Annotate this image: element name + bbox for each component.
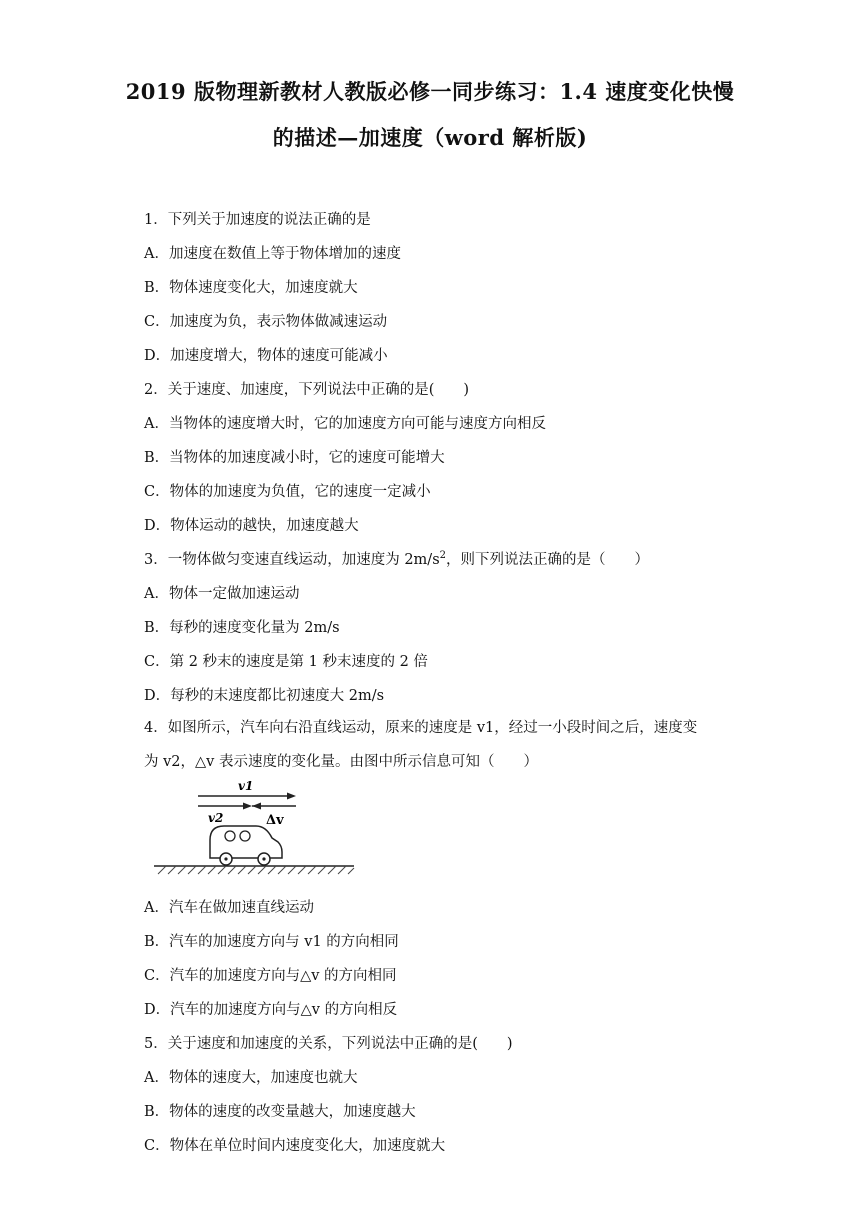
v1-label: v1 [238, 779, 254, 793]
question-1-option-c: C．加速度为负，表示物体做减速运动 [144, 314, 388, 330]
question-3-option-b: B．每秒的速度变化量为 2m/s [144, 620, 340, 636]
question-2-option-c: C．物体的加速度为负值，它的速度一定减小 [144, 484, 431, 500]
question-4-stem-line-1: 4．如图所示，汽车向右沿直线运动，原来的速度是 v1，经过一小段时间之后，速度变 [144, 720, 698, 736]
question-1-option-d: D．加速度增大，物体的速度可能减小 [144, 348, 388, 364]
question-3-option-a: A．物体一定做加速运动 [144, 586, 300, 602]
car-window-right [240, 831, 250, 841]
question-5-option-c: C．物体在单位时间内速度变化大，加速度就大 [144, 1138, 446, 1154]
delta-v-arrowhead [252, 803, 261, 810]
v1-arrowhead [287, 793, 296, 800]
question-3-option-c: C．第 2 秒末的速度是第 1 秒末速度的 2 倍 [144, 654, 428, 670]
question-3-stem-text: 3．一物体做匀变速直线运动，加速度为 2m/s [144, 552, 440, 568]
document-title-line-2: 的描述—加速度（word 解析版) [272, 125, 588, 150]
question-1-option-a: A．加速度在数值上等于物体增加的速度 [144, 246, 401, 262]
question-5-option-a: A．物体的速度大，加速度也就大 [144, 1070, 358, 1086]
question-3-stem [144, 548, 649, 569]
question-2-stem: 2．关于速度、加速度，下列说法中正确的是( ) [144, 382, 470, 398]
car-window-left [225, 831, 235, 841]
question-3-stem-tail: ，则下列说法正确的是（ ） [446, 552, 650, 568]
car-wheel-rear-hub [224, 857, 227, 860]
question-3-option-d: D．每秒的末速度都比初速度大 2m/s [144, 688, 385, 704]
car-velocity-figure [150, 776, 360, 878]
ground-hatching [158, 866, 354, 874]
question-3-stem-exponent: 2 [439, 550, 447, 562]
question-4-option-a: A．汽车在做加速直线运动 [144, 900, 314, 916]
question-4-stem-line-2: 为 v2，△v 表示速度的变化量。由图中所示信息可知（ ） [144, 754, 538, 770]
car-wheel-front-hub [262, 857, 265, 860]
question-2-option-d: D．物体运动的越快，加速度越大 [144, 518, 359, 534]
v2-arrowhead [243, 803, 252, 810]
question-2-option-b: B．当物体的加速度减小时，它的速度可能增大 [144, 450, 445, 466]
question-4-option-c: C．汽车的加速度方向与△v 的方向相同 [144, 968, 397, 984]
question-1-stem: 1．下列关于加速度的说法正确的是 [144, 212, 371, 228]
document-title-line-1: 2019 版物理新教材人教版必修一同步练习：1.4 速度变化快慢 [125, 79, 735, 104]
question-2-option-a: A．当物体的速度增大时，它的加速度方向可能与速度方向相反 [144, 416, 546, 432]
question-4-option-d: D．汽车的加速度方向与△v 的方向相反 [144, 1002, 398, 1018]
question-5-stem: 5．关于速度和加速度的关系，下列说法中正确的是( ) [144, 1036, 513, 1052]
question-1-option-b: B．物体速度变化大，加速度就大 [144, 280, 358, 296]
question-5-option-b: B．物体的速度的改变量越大，加速度越大 [144, 1104, 416, 1120]
question-4-option-b: B．汽车的加速度方向与 v1 的方向相同 [144, 934, 399, 950]
v2-label: v2 [208, 811, 224, 825]
delta-v-label: Δv [266, 813, 284, 828]
